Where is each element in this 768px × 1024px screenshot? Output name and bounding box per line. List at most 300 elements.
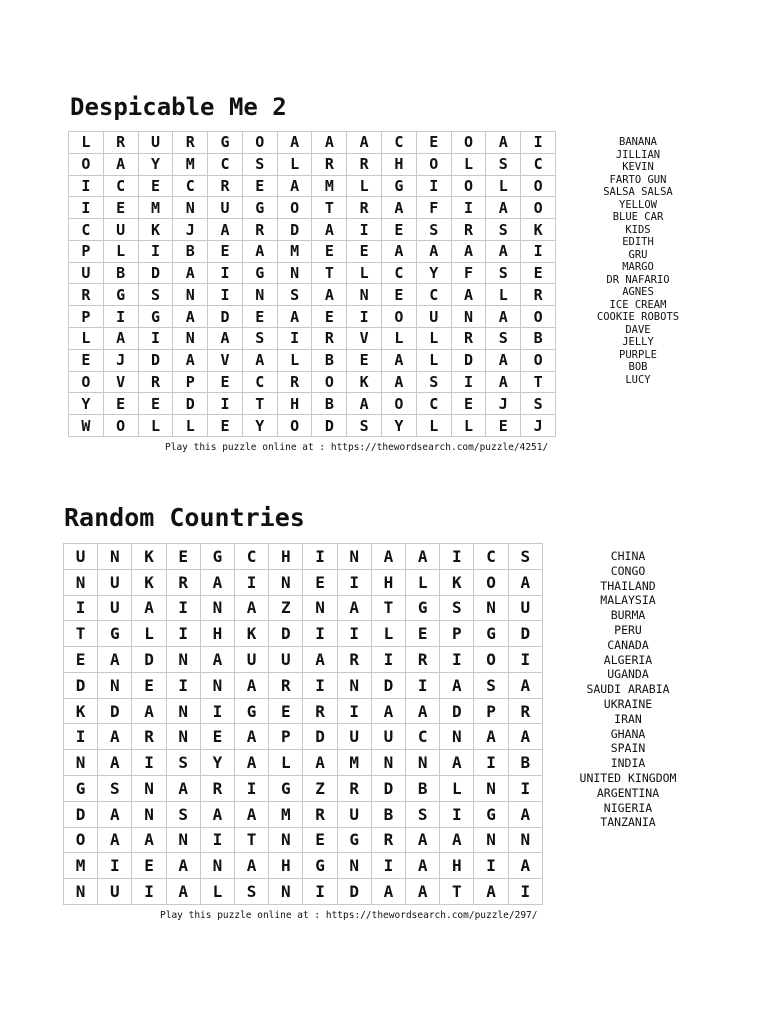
grid-cell[interactable]: D <box>337 879 371 905</box>
grid-cell[interactable]: E <box>242 175 277 197</box>
grid-cell[interactable]: A <box>103 328 138 350</box>
grid-cell[interactable]: H <box>371 569 405 595</box>
grid-cell[interactable]: C <box>416 393 451 415</box>
grid-cell[interactable]: T <box>371 595 405 621</box>
grid-cell[interactable]: A <box>132 698 166 724</box>
grid-cell[interactable]: R <box>166 569 200 595</box>
grid-cell[interactable]: U <box>98 879 132 905</box>
grid-cell[interactable]: A <box>508 569 542 595</box>
grid-cell[interactable]: A <box>508 801 542 827</box>
grid-cell[interactable]: A <box>235 672 269 698</box>
grid-cell[interactable]: A <box>103 153 138 175</box>
grid-cell[interactable]: I <box>138 240 173 262</box>
grid-cell[interactable]: H <box>382 153 417 175</box>
grid-cell[interactable]: J <box>486 393 521 415</box>
grid-cell[interactable]: A <box>235 595 269 621</box>
grid-cell[interactable]: O <box>312 371 347 393</box>
grid-cell[interactable]: A <box>451 240 486 262</box>
grid-cell[interactable]: E <box>132 672 166 698</box>
grid-cell[interactable]: N <box>98 672 132 698</box>
grid-cell[interactable]: K <box>64 698 98 724</box>
grid-cell[interactable]: I <box>347 219 382 241</box>
grid-cell[interactable]: D <box>371 776 405 802</box>
grid-cell[interactable]: A <box>277 175 312 197</box>
grid-cell[interactable]: Y <box>138 153 173 175</box>
grid-cell[interactable]: A <box>166 853 200 879</box>
grid-cell[interactable]: I <box>521 240 556 262</box>
grid-cell[interactable]: O <box>382 306 417 328</box>
grid-cell[interactable]: I <box>200 827 234 853</box>
grid-cell[interactable]: G <box>406 595 440 621</box>
grid-cell[interactable]: L <box>416 415 451 437</box>
grid-cell[interactable]: D <box>138 349 173 371</box>
grid-cell[interactable]: G <box>64 776 98 802</box>
grid-cell[interactable]: D <box>269 621 303 647</box>
grid-cell[interactable]: E <box>138 175 173 197</box>
grid-cell[interactable]: D <box>98 698 132 724</box>
grid-cell[interactable]: G <box>269 776 303 802</box>
grid-cell[interactable]: E <box>486 415 521 437</box>
grid-cell[interactable]: M <box>312 175 347 197</box>
grid-cell[interactable]: G <box>200 544 234 570</box>
grid-cell[interactable]: Z <box>303 776 337 802</box>
grid-cell[interactable]: B <box>406 776 440 802</box>
grid-cell[interactable]: M <box>269 801 303 827</box>
grid-cell[interactable]: L <box>416 349 451 371</box>
grid-cell[interactable]: Z <box>269 595 303 621</box>
grid-cell[interactable]: T <box>440 879 474 905</box>
grid-cell[interactable]: L <box>347 175 382 197</box>
grid-cell[interactable]: L <box>451 153 486 175</box>
grid-cell[interactable]: P <box>69 306 104 328</box>
grid-cell[interactable]: L <box>69 132 104 154</box>
grid-cell[interactable]: H <box>200 621 234 647</box>
grid-cell[interactable]: A <box>208 219 243 241</box>
grid-cell[interactable]: L <box>382 328 417 350</box>
grid-cell[interactable]: N <box>337 544 371 570</box>
grid-cell[interactable]: I <box>371 647 405 673</box>
grid-cell[interactable]: K <box>347 371 382 393</box>
grid-cell[interactable]: A <box>242 349 277 371</box>
grid-cell[interactable]: N <box>406 750 440 776</box>
grid-cell[interactable]: O <box>474 647 508 673</box>
grid-cell[interactable]: Y <box>242 415 277 437</box>
grid-cell[interactable]: D <box>64 801 98 827</box>
grid-cell[interactable]: C <box>474 544 508 570</box>
grid-cell[interactable]: A <box>406 827 440 853</box>
grid-cell[interactable]: E <box>303 827 337 853</box>
grid-cell[interactable]: A <box>382 349 417 371</box>
grid-cell[interactable]: P <box>474 698 508 724</box>
grid-cell[interactable]: O <box>242 132 277 154</box>
grid-cell[interactable]: E <box>269 698 303 724</box>
grid-cell[interactable]: G <box>242 197 277 219</box>
grid-cell[interactable]: A <box>406 853 440 879</box>
grid-cell[interactable]: N <box>277 262 312 284</box>
grid-cell[interactable]: E <box>64 647 98 673</box>
grid-cell[interactable]: I <box>371 853 405 879</box>
grid-cell[interactable]: G <box>242 262 277 284</box>
grid-cell[interactable]: I <box>235 776 269 802</box>
grid-cell[interactable]: L <box>132 621 166 647</box>
grid-cell[interactable]: E <box>208 371 243 393</box>
grid-cell[interactable]: N <box>98 544 132 570</box>
grid-cell[interactable]: G <box>138 306 173 328</box>
grid-cell[interactable]: B <box>371 801 405 827</box>
letter-grid[interactable] <box>68 131 556 437</box>
grid-cell[interactable]: E <box>103 393 138 415</box>
grid-cell[interactable]: H <box>277 393 312 415</box>
grid-cell[interactable]: A <box>371 879 405 905</box>
grid-cell[interactable]: A <box>277 306 312 328</box>
grid-cell[interactable]: N <box>269 569 303 595</box>
grid-cell[interactable]: S <box>508 544 542 570</box>
grid-cell[interactable]: L <box>103 240 138 262</box>
grid-cell[interactable]: R <box>312 153 347 175</box>
grid-cell[interactable]: E <box>103 197 138 219</box>
grid-cell[interactable]: S <box>98 776 132 802</box>
grid-cell[interactable]: E <box>138 393 173 415</box>
grid-cell[interactable]: R <box>303 801 337 827</box>
grid-cell[interactable]: D <box>440 698 474 724</box>
grid-cell[interactable]: K <box>235 621 269 647</box>
grid-cell[interactable]: R <box>200 776 234 802</box>
grid-cell[interactable]: O <box>521 175 556 197</box>
grid-cell[interactable]: J <box>521 415 556 437</box>
grid-cell[interactable]: S <box>486 262 521 284</box>
grid-cell[interactable]: G <box>474 621 508 647</box>
grid-cell[interactable]: C <box>416 284 451 306</box>
grid-cell[interactable]: N <box>173 328 208 350</box>
grid-cell[interactable]: I <box>64 595 98 621</box>
grid-cell[interactable]: N <box>337 853 371 879</box>
grid-cell[interactable]: A <box>303 647 337 673</box>
grid-cell[interactable]: A <box>312 284 347 306</box>
grid-cell[interactable]: E <box>521 262 556 284</box>
grid-cell[interactable]: D <box>173 393 208 415</box>
grid-cell[interactable]: S <box>166 801 200 827</box>
grid-cell[interactable]: A <box>235 801 269 827</box>
grid-cell[interactable]: N <box>173 284 208 306</box>
grid-cell[interactable]: B <box>173 240 208 262</box>
grid-cell[interactable]: T <box>312 262 347 284</box>
grid-cell[interactable]: A <box>312 132 347 154</box>
grid-cell[interactable]: L <box>371 621 405 647</box>
grid-cell[interactable]: N <box>371 750 405 776</box>
grid-cell[interactable]: S <box>242 153 277 175</box>
grid-cell[interactable]: N <box>166 827 200 853</box>
grid-cell[interactable]: D <box>508 621 542 647</box>
grid-cell[interactable]: S <box>486 328 521 350</box>
grid-cell[interactable]: E <box>382 284 417 306</box>
grid-cell[interactable]: S <box>440 595 474 621</box>
grid-cell[interactable]: C <box>382 132 417 154</box>
grid-cell[interactable]: I <box>166 621 200 647</box>
grid-cell[interactable]: G <box>235 698 269 724</box>
grid-cell[interactable]: A <box>98 750 132 776</box>
grid-cell[interactable]: D <box>303 724 337 750</box>
grid-cell[interactable]: A <box>440 750 474 776</box>
grid-cell[interactable]: M <box>64 853 98 879</box>
grid-cell[interactable]: A <box>382 371 417 393</box>
grid-cell[interactable]: A <box>406 698 440 724</box>
grid-cell[interactable]: I <box>451 197 486 219</box>
grid-cell[interactable]: Y <box>416 262 451 284</box>
grid-cell[interactable]: E <box>406 621 440 647</box>
grid-cell[interactable]: E <box>347 349 382 371</box>
grid-cell[interactable]: A <box>166 879 200 905</box>
grid-cell[interactable]: O <box>277 197 312 219</box>
grid-cell[interactable]: E <box>200 724 234 750</box>
grid-cell[interactable]: N <box>166 698 200 724</box>
grid-cell[interactable]: N <box>132 801 166 827</box>
grid-cell[interactable]: M <box>173 153 208 175</box>
grid-cell[interactable]: R <box>173 132 208 154</box>
grid-cell[interactable]: S <box>521 393 556 415</box>
grid-cell[interactable]: S <box>235 879 269 905</box>
grid-cell[interactable]: U <box>103 219 138 241</box>
grid-cell[interactable]: A <box>486 132 521 154</box>
grid-cell[interactable]: N <box>200 672 234 698</box>
grid-cell[interactable]: L <box>277 349 312 371</box>
grid-cell[interactable]: A <box>235 750 269 776</box>
grid-cell[interactable]: C <box>69 219 104 241</box>
grid-cell[interactable]: N <box>200 853 234 879</box>
grid-cell[interactable]: G <box>303 853 337 879</box>
grid-cell[interactable]: I <box>69 197 104 219</box>
grid-cell[interactable]: R <box>208 175 243 197</box>
grid-cell[interactable]: E <box>69 349 104 371</box>
grid-cell[interactable]: G <box>382 175 417 197</box>
grid-cell[interactable]: R <box>371 827 405 853</box>
grid-cell[interactable]: I <box>508 647 542 673</box>
grid-cell[interactable]: R <box>337 776 371 802</box>
grid-cell[interactable]: L <box>440 776 474 802</box>
grid-cell[interactable]: G <box>208 132 243 154</box>
grid-cell[interactable]: A <box>235 853 269 879</box>
grid-cell[interactable]: A <box>474 879 508 905</box>
grid-cell[interactable]: I <box>208 393 243 415</box>
grid-cell[interactable]: A <box>132 827 166 853</box>
grid-cell[interactable]: O <box>64 827 98 853</box>
grid-cell[interactable]: A <box>173 262 208 284</box>
grid-cell[interactable]: A <box>98 724 132 750</box>
grid-cell[interactable]: N <box>451 306 486 328</box>
grid-cell[interactable]: I <box>474 750 508 776</box>
grid-cell[interactable]: A <box>303 750 337 776</box>
grid-cell[interactable]: H <box>269 544 303 570</box>
grid-cell[interactable]: A <box>508 672 542 698</box>
grid-cell[interactable]: U <box>269 647 303 673</box>
grid-cell[interactable]: N <box>269 827 303 853</box>
grid-cell[interactable]: A <box>382 197 417 219</box>
grid-cell[interactable]: N <box>474 776 508 802</box>
grid-cell[interactable]: S <box>347 415 382 437</box>
grid-cell[interactable]: I <box>98 853 132 879</box>
grid-cell[interactable]: I <box>303 621 337 647</box>
grid-cell[interactable]: I <box>166 595 200 621</box>
grid-cell[interactable]: F <box>416 197 451 219</box>
grid-cell[interactable]: T <box>235 827 269 853</box>
grid-cell[interactable]: E <box>347 240 382 262</box>
grid-cell[interactable]: G <box>337 827 371 853</box>
grid-cell[interactable]: A <box>208 328 243 350</box>
grid-cell[interactable]: R <box>406 647 440 673</box>
grid-cell[interactable]: P <box>173 371 208 393</box>
grid-cell[interactable]: O <box>451 132 486 154</box>
grid-cell[interactable]: A <box>371 698 405 724</box>
grid-cell[interactable]: S <box>486 219 521 241</box>
grid-cell[interactable]: E <box>208 240 243 262</box>
grid-cell[interactable]: K <box>132 544 166 570</box>
grid-cell[interactable]: J <box>103 349 138 371</box>
grid-cell[interactable]: I <box>303 672 337 698</box>
grid-cell[interactable]: U <box>416 306 451 328</box>
letter-grid[interactable] <box>63 543 543 905</box>
grid-cell[interactable]: R <box>103 132 138 154</box>
grid-cell[interactable]: S <box>474 672 508 698</box>
grid-cell[interactable]: N <box>173 197 208 219</box>
grid-cell[interactable]: K <box>521 219 556 241</box>
grid-cell[interactable]: A <box>242 240 277 262</box>
grid-cell[interactable]: C <box>103 175 138 197</box>
grid-cell[interactable]: T <box>312 197 347 219</box>
grid-cell[interactable]: U <box>235 647 269 673</box>
grid-cell[interactable]: A <box>277 132 312 154</box>
grid-cell[interactable]: I <box>303 544 337 570</box>
grid-cell[interactable]: R <box>347 197 382 219</box>
grid-cell[interactable]: B <box>508 750 542 776</box>
grid-cell[interactable]: A <box>337 595 371 621</box>
grid-cell[interactable]: U <box>69 262 104 284</box>
grid-cell[interactable]: U <box>371 724 405 750</box>
grid-cell[interactable]: A <box>347 132 382 154</box>
grid-cell[interactable]: I <box>508 879 542 905</box>
grid-cell[interactable]: E <box>303 569 337 595</box>
grid-cell[interactable]: D <box>64 672 98 698</box>
grid-cell[interactable]: R <box>69 284 104 306</box>
grid-cell[interactable]: A <box>382 240 417 262</box>
grid-cell[interactable]: C <box>406 724 440 750</box>
grid-cell[interactable]: I <box>138 328 173 350</box>
grid-cell[interactable]: O <box>416 153 451 175</box>
grid-cell[interactable]: E <box>132 853 166 879</box>
grid-cell[interactable]: N <box>166 724 200 750</box>
grid-cell[interactable]: O <box>382 393 417 415</box>
grid-cell[interactable]: I <box>440 647 474 673</box>
grid-cell[interactable]: A <box>235 724 269 750</box>
grid-cell[interactable]: I <box>440 544 474 570</box>
grid-cell[interactable]: C <box>382 262 417 284</box>
grid-cell[interactable]: C <box>208 153 243 175</box>
grid-cell[interactable]: U <box>64 544 98 570</box>
grid-cell[interactable]: O <box>451 175 486 197</box>
grid-cell[interactable]: C <box>521 153 556 175</box>
grid-cell[interactable]: K <box>440 569 474 595</box>
grid-cell[interactable]: E <box>416 132 451 154</box>
grid-cell[interactable]: N <box>337 672 371 698</box>
grid-cell[interactable]: A <box>474 724 508 750</box>
grid-cell[interactable]: L <box>416 328 451 350</box>
grid-cell[interactable]: V <box>103 371 138 393</box>
grid-cell[interactable]: A <box>440 672 474 698</box>
grid-cell[interactable]: N <box>64 569 98 595</box>
grid-cell[interactable]: I <box>474 853 508 879</box>
grid-cell[interactable]: N <box>132 776 166 802</box>
grid-cell[interactable]: I <box>337 569 371 595</box>
grid-cell[interactable]: L <box>269 750 303 776</box>
grid-cell[interactable]: U <box>138 132 173 154</box>
grid-cell[interactable]: C <box>242 371 277 393</box>
grid-cell[interactable]: R <box>521 284 556 306</box>
grid-cell[interactable]: I <box>132 750 166 776</box>
grid-cell[interactable]: Y <box>382 415 417 437</box>
grid-cell[interactable]: I <box>416 175 451 197</box>
grid-cell[interactable]: R <box>277 371 312 393</box>
grid-cell[interactable]: A <box>486 306 521 328</box>
grid-cell[interactable]: R <box>451 328 486 350</box>
grid-cell[interactable]: L <box>486 284 521 306</box>
grid-cell[interactable]: F <box>451 262 486 284</box>
grid-cell[interactable]: B <box>312 393 347 415</box>
grid-cell[interactable]: A <box>200 647 234 673</box>
grid-cell[interactable]: R <box>242 219 277 241</box>
grid-cell[interactable]: A <box>508 724 542 750</box>
grid-cell[interactable]: E <box>166 544 200 570</box>
grid-cell[interactable]: I <box>337 698 371 724</box>
grid-cell[interactable]: N <box>347 284 382 306</box>
grid-cell[interactable]: L <box>451 415 486 437</box>
grid-cell[interactable]: S <box>277 284 312 306</box>
grid-cell[interactable]: S <box>486 153 521 175</box>
grid-cell[interactable]: T <box>64 621 98 647</box>
grid-cell[interactable]: L <box>277 153 312 175</box>
grid-cell[interactable]: Y <box>200 750 234 776</box>
grid-cell[interactable]: D <box>371 672 405 698</box>
grid-cell[interactable]: D <box>312 415 347 437</box>
grid-cell[interactable]: R <box>132 724 166 750</box>
grid-cell[interactable]: V <box>347 328 382 350</box>
grid-cell[interactable]: L <box>486 175 521 197</box>
grid-cell[interactable]: R <box>451 219 486 241</box>
grid-cell[interactable]: U <box>337 724 371 750</box>
grid-cell[interactable]: I <box>508 776 542 802</box>
grid-cell[interactable]: R <box>347 153 382 175</box>
grid-cell[interactable]: R <box>138 371 173 393</box>
grid-cell[interactable]: T <box>242 393 277 415</box>
grid-cell[interactable]: S <box>416 371 451 393</box>
grid-cell[interactable]: A <box>200 801 234 827</box>
grid-cell[interactable]: D <box>277 219 312 241</box>
grid-cell[interactable]: N <box>64 879 98 905</box>
grid-cell[interactable]: A <box>486 197 521 219</box>
grid-cell[interactable]: A <box>486 349 521 371</box>
grid-cell[interactable]: D <box>138 262 173 284</box>
grid-cell[interactable]: L <box>406 569 440 595</box>
grid-cell[interactable]: N <box>64 750 98 776</box>
grid-cell[interactable]: N <box>242 284 277 306</box>
grid-cell[interactable]: I <box>521 132 556 154</box>
grid-cell[interactable]: A <box>166 776 200 802</box>
grid-cell[interactable]: U <box>98 569 132 595</box>
grid-cell[interactable]: C <box>235 544 269 570</box>
grid-cell[interactable]: I <box>103 306 138 328</box>
grid-cell[interactable]: S <box>416 219 451 241</box>
grid-cell[interactable]: W <box>69 415 104 437</box>
grid-cell[interactable]: L <box>200 879 234 905</box>
grid-cell[interactable]: O <box>69 371 104 393</box>
grid-cell[interactable]: A <box>347 393 382 415</box>
